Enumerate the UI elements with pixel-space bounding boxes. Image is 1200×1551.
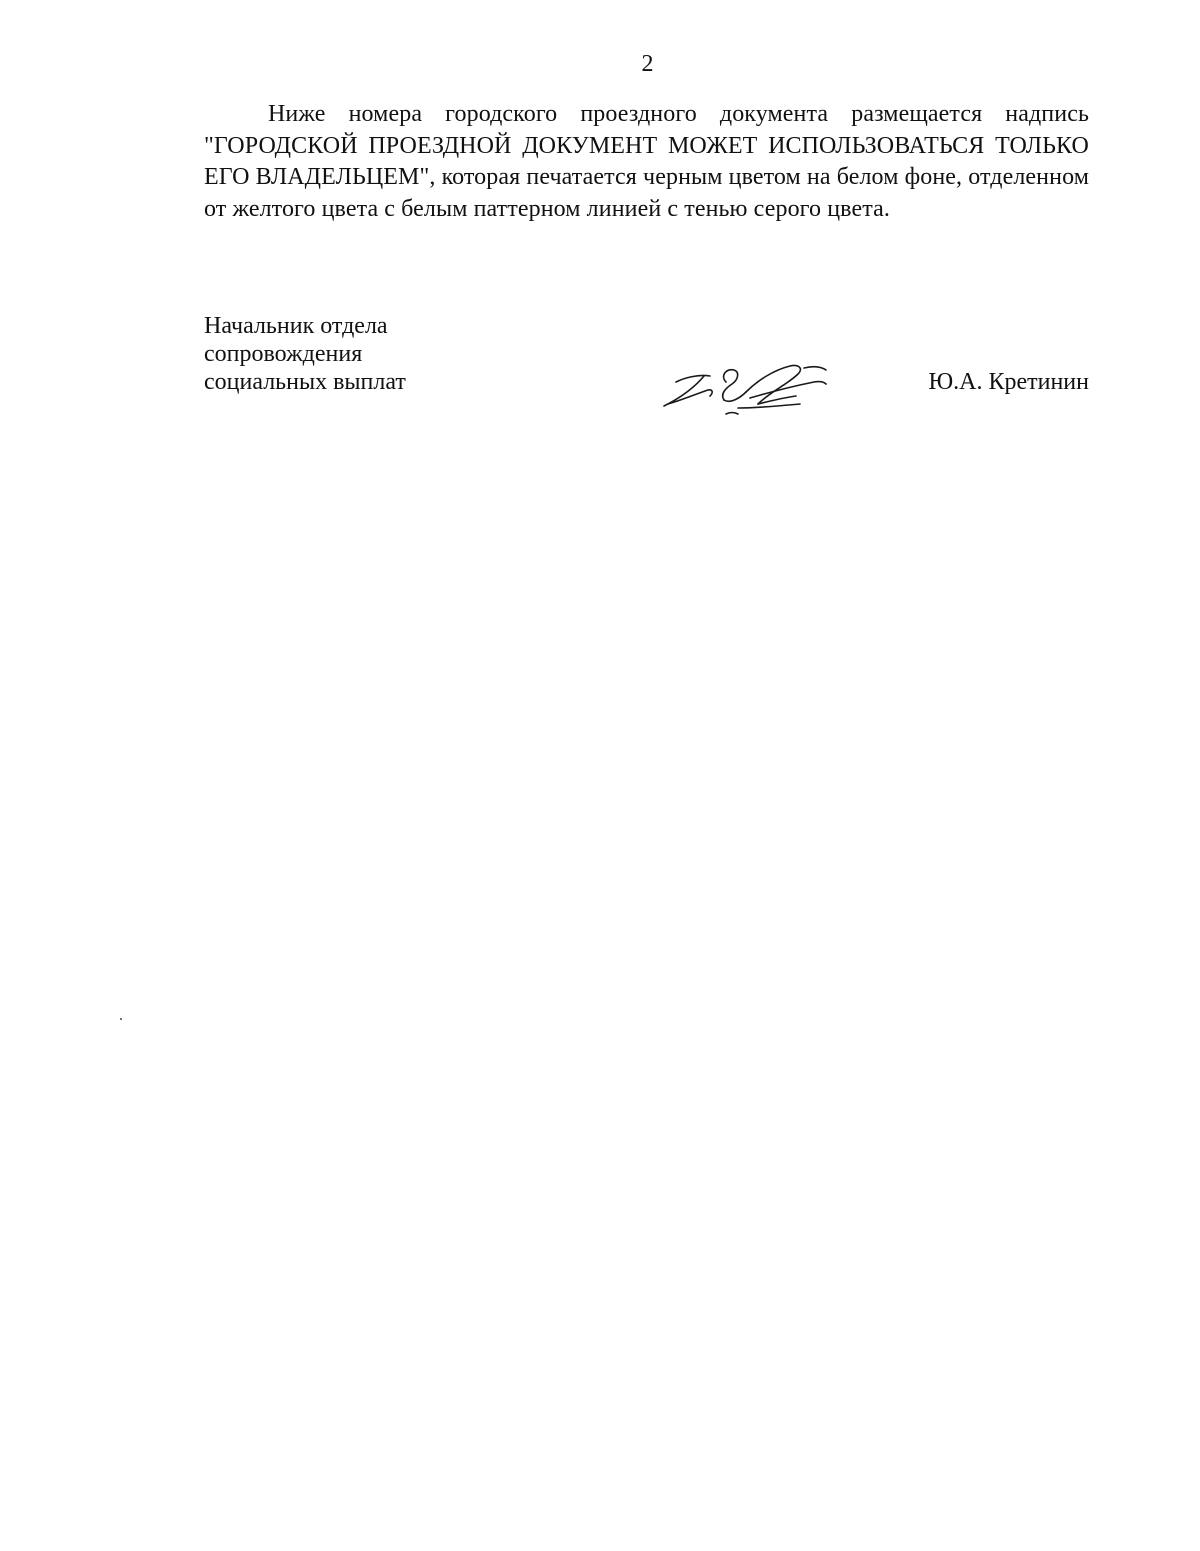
body-paragraph: Ниже номера городского проездного документа размещается надпись "ГОРОДСКОЙ ПРОЕЗДНОЙ ДОКУМЕНТ МОЖЕТ ИСПОЛЬЗОВАТЬСЯ ТОЛЬКО ЕГО ВЛАДЕЛЬЦЕМ", которая печатается черным цветом на белом фоне, отделенном от желтого цвета с белым паттерном линией с тенью серого цвета. [204,101,1089,222]
signatory-title-line: Начальник отдела [204,313,388,339]
signatory-title-line: социальных выплат [204,369,406,395]
signatory-title-line: сопровождения [204,341,363,367]
signatory-name: Ю.А. Кретинин [928,369,1089,395]
scan-speck [120,1018,122,1020]
signatory-title [204,312,406,396]
handwritten-signature [654,352,844,424]
page-number: 2 [641,51,654,77]
